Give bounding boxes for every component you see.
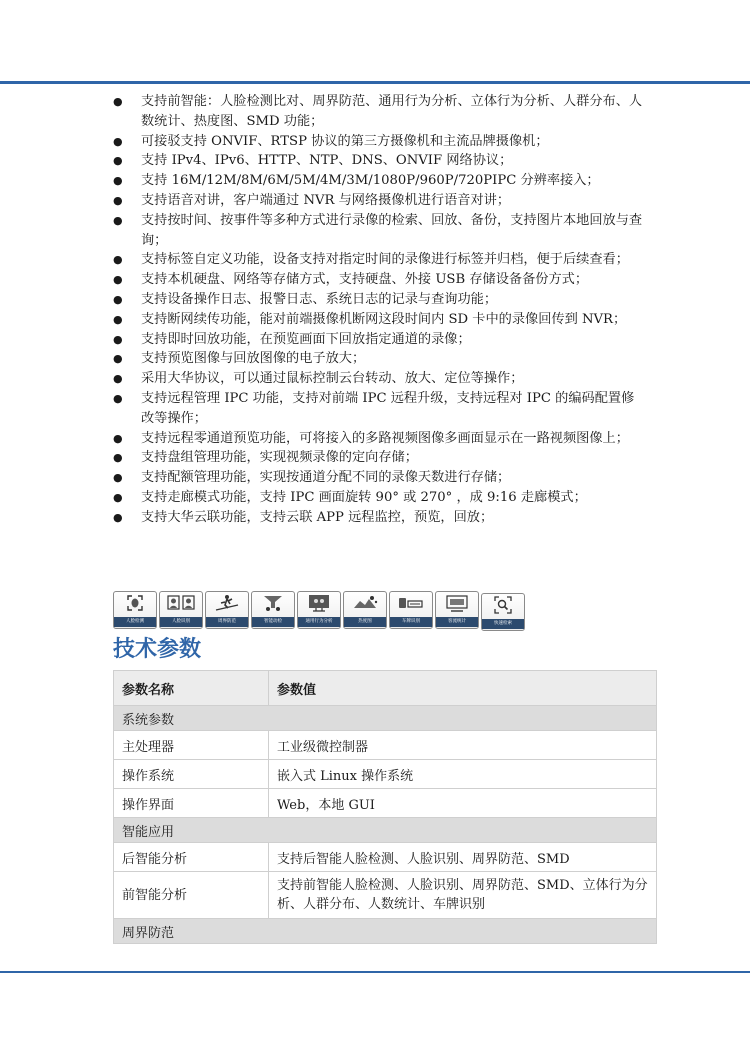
- feature-text: 支持配额管理功能，实现按通道分配不同的录像天数进行存储；: [141, 470, 511, 486]
- quick-search-icon: [483, 594, 523, 616]
- bullet-icon: ●: [113, 312, 123, 326]
- feature-text: 支持大华云联功能，支持云联 APP 远程监控，预览，回放；: [141, 509, 494, 525]
- heatmap-icon: [345, 592, 385, 614]
- feature-text: 支持远程零通道预览功能，可将接入的多路视频图像多画面显示在一路视频图像上；: [141, 430, 629, 446]
- plate-recognition-tile: [389, 591, 433, 629]
- heatmap-tile: [343, 591, 387, 629]
- list-item: [113, 310, 643, 330]
- bullet-icon: ●: [113, 431, 123, 445]
- feature-text: 支持按时间、按事件等多种方式进行录像的检索、回放、备份，支持图片本地回放与查询；: [141, 212, 643, 248]
- column-header: 参数值: [269, 671, 657, 706]
- face-detect-tile: [113, 591, 157, 629]
- bullet-icon: ●: [113, 372, 123, 386]
- list-item: [113, 508, 643, 528]
- bullet-icon: ●: [113, 95, 123, 108]
- list-item: [113, 250, 643, 270]
- tile-label: 人脸检测: [114, 617, 156, 627]
- list-item: [113, 270, 643, 290]
- bullet-icon: ●: [113, 154, 123, 168]
- column-header: 参数名称: [114, 671, 269, 706]
- feature-text: 支持前智能：人脸检测比对、周界防范、通用行为分析、立体行为分析、人群分布、人数统计、热度图、SMD 功能；: [141, 94, 643, 129]
- tile-label: 智能动检: [252, 617, 294, 627]
- people-count-icon: [437, 592, 477, 614]
- feature-text: 支持设备操作日志、报警日志、系统日志的记录与查询功能；: [141, 291, 498, 307]
- feature-text: 支持本机硬盘、网络等存储方式，支持硬盘、外接 USB 存储设备备份方式；: [141, 272, 589, 288]
- feature-text: 支持预览图像与回放图像的电子放大；: [141, 351, 366, 367]
- section-title: 技术参数: [113, 637, 202, 662]
- feature-text: 可接驳支持 ONVIF、RTSP 协议的第三方摄像机和主流品牌摄像机；: [141, 133, 549, 149]
- param-name: 前智能分析: [114, 872, 269, 919]
- bullet-icon: ●: [113, 134, 123, 148]
- param-value: Web，本地 GUI: [269, 789, 657, 818]
- feature-text: 支持断网续传功能，能对前端摄像机断网这段时间内 SD 卡中的录像回传到 NVR；: [141, 311, 627, 327]
- param-name: 后智能分析: [114, 843, 269, 872]
- parameter-table: [113, 670, 657, 944]
- list-item: [113, 151, 643, 171]
- table-header: [114, 671, 657, 706]
- param-value: 嵌入式 Linux 操作系统: [269, 760, 657, 789]
- bullet-icon: ●: [113, 451, 123, 465]
- table-row: [114, 731, 657, 760]
- group-title: 周界防范: [114, 919, 657, 944]
- bullet-icon: ●: [113, 273, 123, 287]
- header-rule: [0, 81, 750, 84]
- table-group-row: [114, 706, 657, 731]
- people-count-tile: [435, 591, 479, 629]
- list-item: [113, 488, 643, 508]
- behavior-analysis-icon: [299, 592, 339, 614]
- list-item: [113, 171, 643, 191]
- feature-text: 支持即时回放功能，在预览画面下回放指定通道的录像；: [141, 331, 471, 347]
- feature-text: 支持盘组管理功能，实现视频录像的定向存储；: [141, 450, 418, 466]
- group-title: 系统参数: [114, 706, 657, 731]
- group-title: 智能应用: [114, 818, 657, 843]
- smart-motion-tile: [251, 591, 295, 629]
- bullet-icon: ●: [113, 332, 123, 346]
- param-name: 主处理器: [114, 731, 269, 760]
- feature-text: 支持 16M/12M/8M/6M/5M/4M/3M/1080P/960P/720PIPC 分辨率接入；: [141, 173, 600, 189]
- param-value: 工业级微控制器: [269, 731, 657, 760]
- param-value: 支持前智能人脸检测、人脸识别、周界防范、SMD、立体行为分析、人群分布、人数统计、车牌识别: [269, 872, 657, 919]
- quick-search-tile: [481, 593, 525, 631]
- list-item: [113, 369, 643, 389]
- param-name: 操作界面: [114, 789, 269, 818]
- bullet-icon: ●: [113, 391, 123, 405]
- tile-label: 周界防范: [206, 617, 248, 627]
- perimeter-tile: [205, 591, 249, 629]
- list-item: [113, 92, 643, 132]
- table-row: [114, 872, 657, 919]
- feature-text: 支持走廊模式功能，支持 IPC 画面旋转 90° 或 270° ，成 9:16 走廊模式；: [141, 489, 587, 505]
- table-row: [114, 760, 657, 789]
- footer-rule: [0, 971, 750, 973]
- tile-label: 快速检索: [482, 619, 524, 629]
- bullet-icon: ●: [113, 174, 123, 188]
- bullet-icon: ●: [113, 510, 123, 524]
- list-item: [113, 211, 643, 251]
- feature-text: 支持远程管理 IPC 功能，支持对前端 IPC 远程升级，支持远程对 IPC 的编码配置修改等操作；: [141, 390, 635, 426]
- list-item: [113, 468, 643, 488]
- list-item: [113, 191, 643, 211]
- list-item: [113, 448, 643, 468]
- table-group-row: [114, 818, 657, 843]
- behavior-analysis-tile: [297, 591, 341, 629]
- feature-icon-bar: [113, 591, 525, 631]
- table-row: [114, 789, 657, 818]
- feature-list: [113, 92, 643, 528]
- param-value: 支持后智能人脸检测、人脸识别、周界防范、SMD: [269, 843, 657, 872]
- param-name: 操作系统: [114, 760, 269, 789]
- list-item: [113, 290, 643, 310]
- feature-text: 支持 IPv4、IPv6、HTTP、NTP、DNS、ONVIF 网络协议；: [141, 153, 513, 169]
- tile-label: 热度图: [344, 617, 386, 627]
- tile-label: 通用行为分析: [298, 617, 340, 627]
- feature-text: 支持语音对讲，客户端通过 NVR 与网络摄像机进行语音对讲；: [141, 192, 511, 208]
- bullet-icon: ●: [113, 490, 123, 504]
- tile-label: 车牌识别: [390, 617, 432, 627]
- perimeter-icon: [207, 592, 247, 614]
- list-item: [113, 330, 643, 350]
- feature-text: 采用大华协议，可以通过鼠标控制云台转动、放大、定位等操作；: [141, 371, 524, 387]
- list-item: [113, 389, 643, 429]
- bullet-icon: ●: [113, 253, 123, 267]
- tile-label: 人脸识别: [160, 617, 202, 627]
- bullet-icon: ●: [113, 352, 123, 366]
- bullet-icon: ●: [113, 471, 123, 485]
- face-recognition-tile: [159, 591, 203, 629]
- face-recognition-icon: [161, 592, 201, 614]
- bullet-icon: ●: [113, 213, 123, 227]
- feature-text: 支持标签自定义功能，设备支持对指定时间的录像进行标签并归档，便于后续查看；: [141, 252, 629, 268]
- list-item: [113, 429, 643, 449]
- tile-label: 客流统计: [436, 617, 478, 627]
- plate-recognition-icon: [391, 592, 431, 614]
- face-detect-icon: [115, 592, 155, 614]
- bullet-icon: ●: [113, 193, 123, 207]
- list-item: [113, 349, 643, 369]
- smart-motion-icon: [253, 592, 293, 614]
- table-row: [114, 843, 657, 872]
- bullet-icon: ●: [113, 292, 123, 306]
- list-item: [113, 132, 643, 152]
- table-group-row: [114, 919, 657, 944]
